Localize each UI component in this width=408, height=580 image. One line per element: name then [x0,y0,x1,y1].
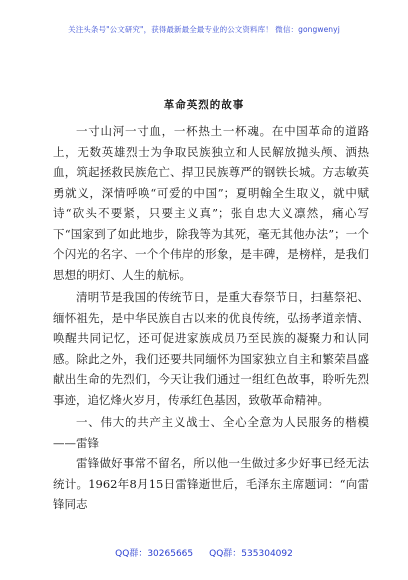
footer-qq-group-2: QQ群：535304092 [209,549,293,559]
footer-qq-group-1: QQ群：30265665 [115,549,194,559]
section-heading: 一、伟大的共产主义战士、全心全意为人民服务的楷模——雷锋 [53,415,369,450]
section-paragraph: 雷锋做好事常不留名，所以他一生做过多少好事已经无法统计。1962年8月15日雷锋逝世后，毛泽东主席题词：“向雷锋同志 [53,456,369,511]
header-promo-text: 关注头条号"公文研究"，获得最新最全最专业的公文资料库！ 微信：gongwenyj [68,25,340,34]
article-paragraph-2: 清明节是我国的传统节日，是重大春祭节日，扫墓祭祀、缅怀祖先，是中华民族自古以来的优良传统，弘扬孝道亲情、唤醒共同记忆，还可促进家族成员乃至民族的凝聚力和认同感。除此之外，我们还要共同缅怀为国家独立自主和繁荣昌盛献出生命的先烈们，今天让我们通过一组红色故事，聆听先烈事迹，追忆烽火岁月，传承红色基因，致敬革命精神。 [53,290,369,407]
article-body [53,121,369,517]
footer-qq-groups [0,546,408,559]
article-paragraph-1: 一寸山河一寸血，一杯热土一杯魂。在中国革命的道路上，无数英雄烈士为争取民族独立和人民解放抛头颅、洒热血，筑起拯救民族危亡、捍卫民族尊严的钢铁长城。方志敏英勇就义，深情呼唤“可爱的中国”；夏明翰全生取义，就中赋诗“砍头不要紧，只要主义真”；张自忠大义凛然，痛心写下“国家到了如此地步，除我等为其死，毫无其他办法”；一个个闪光的名字、一个个伟岸的形象，是丰碑，是榜样，是我们思想的明灯、人生的航标。 [53,124,369,282]
article-title: 革命英烈的故事 [163,99,245,111]
